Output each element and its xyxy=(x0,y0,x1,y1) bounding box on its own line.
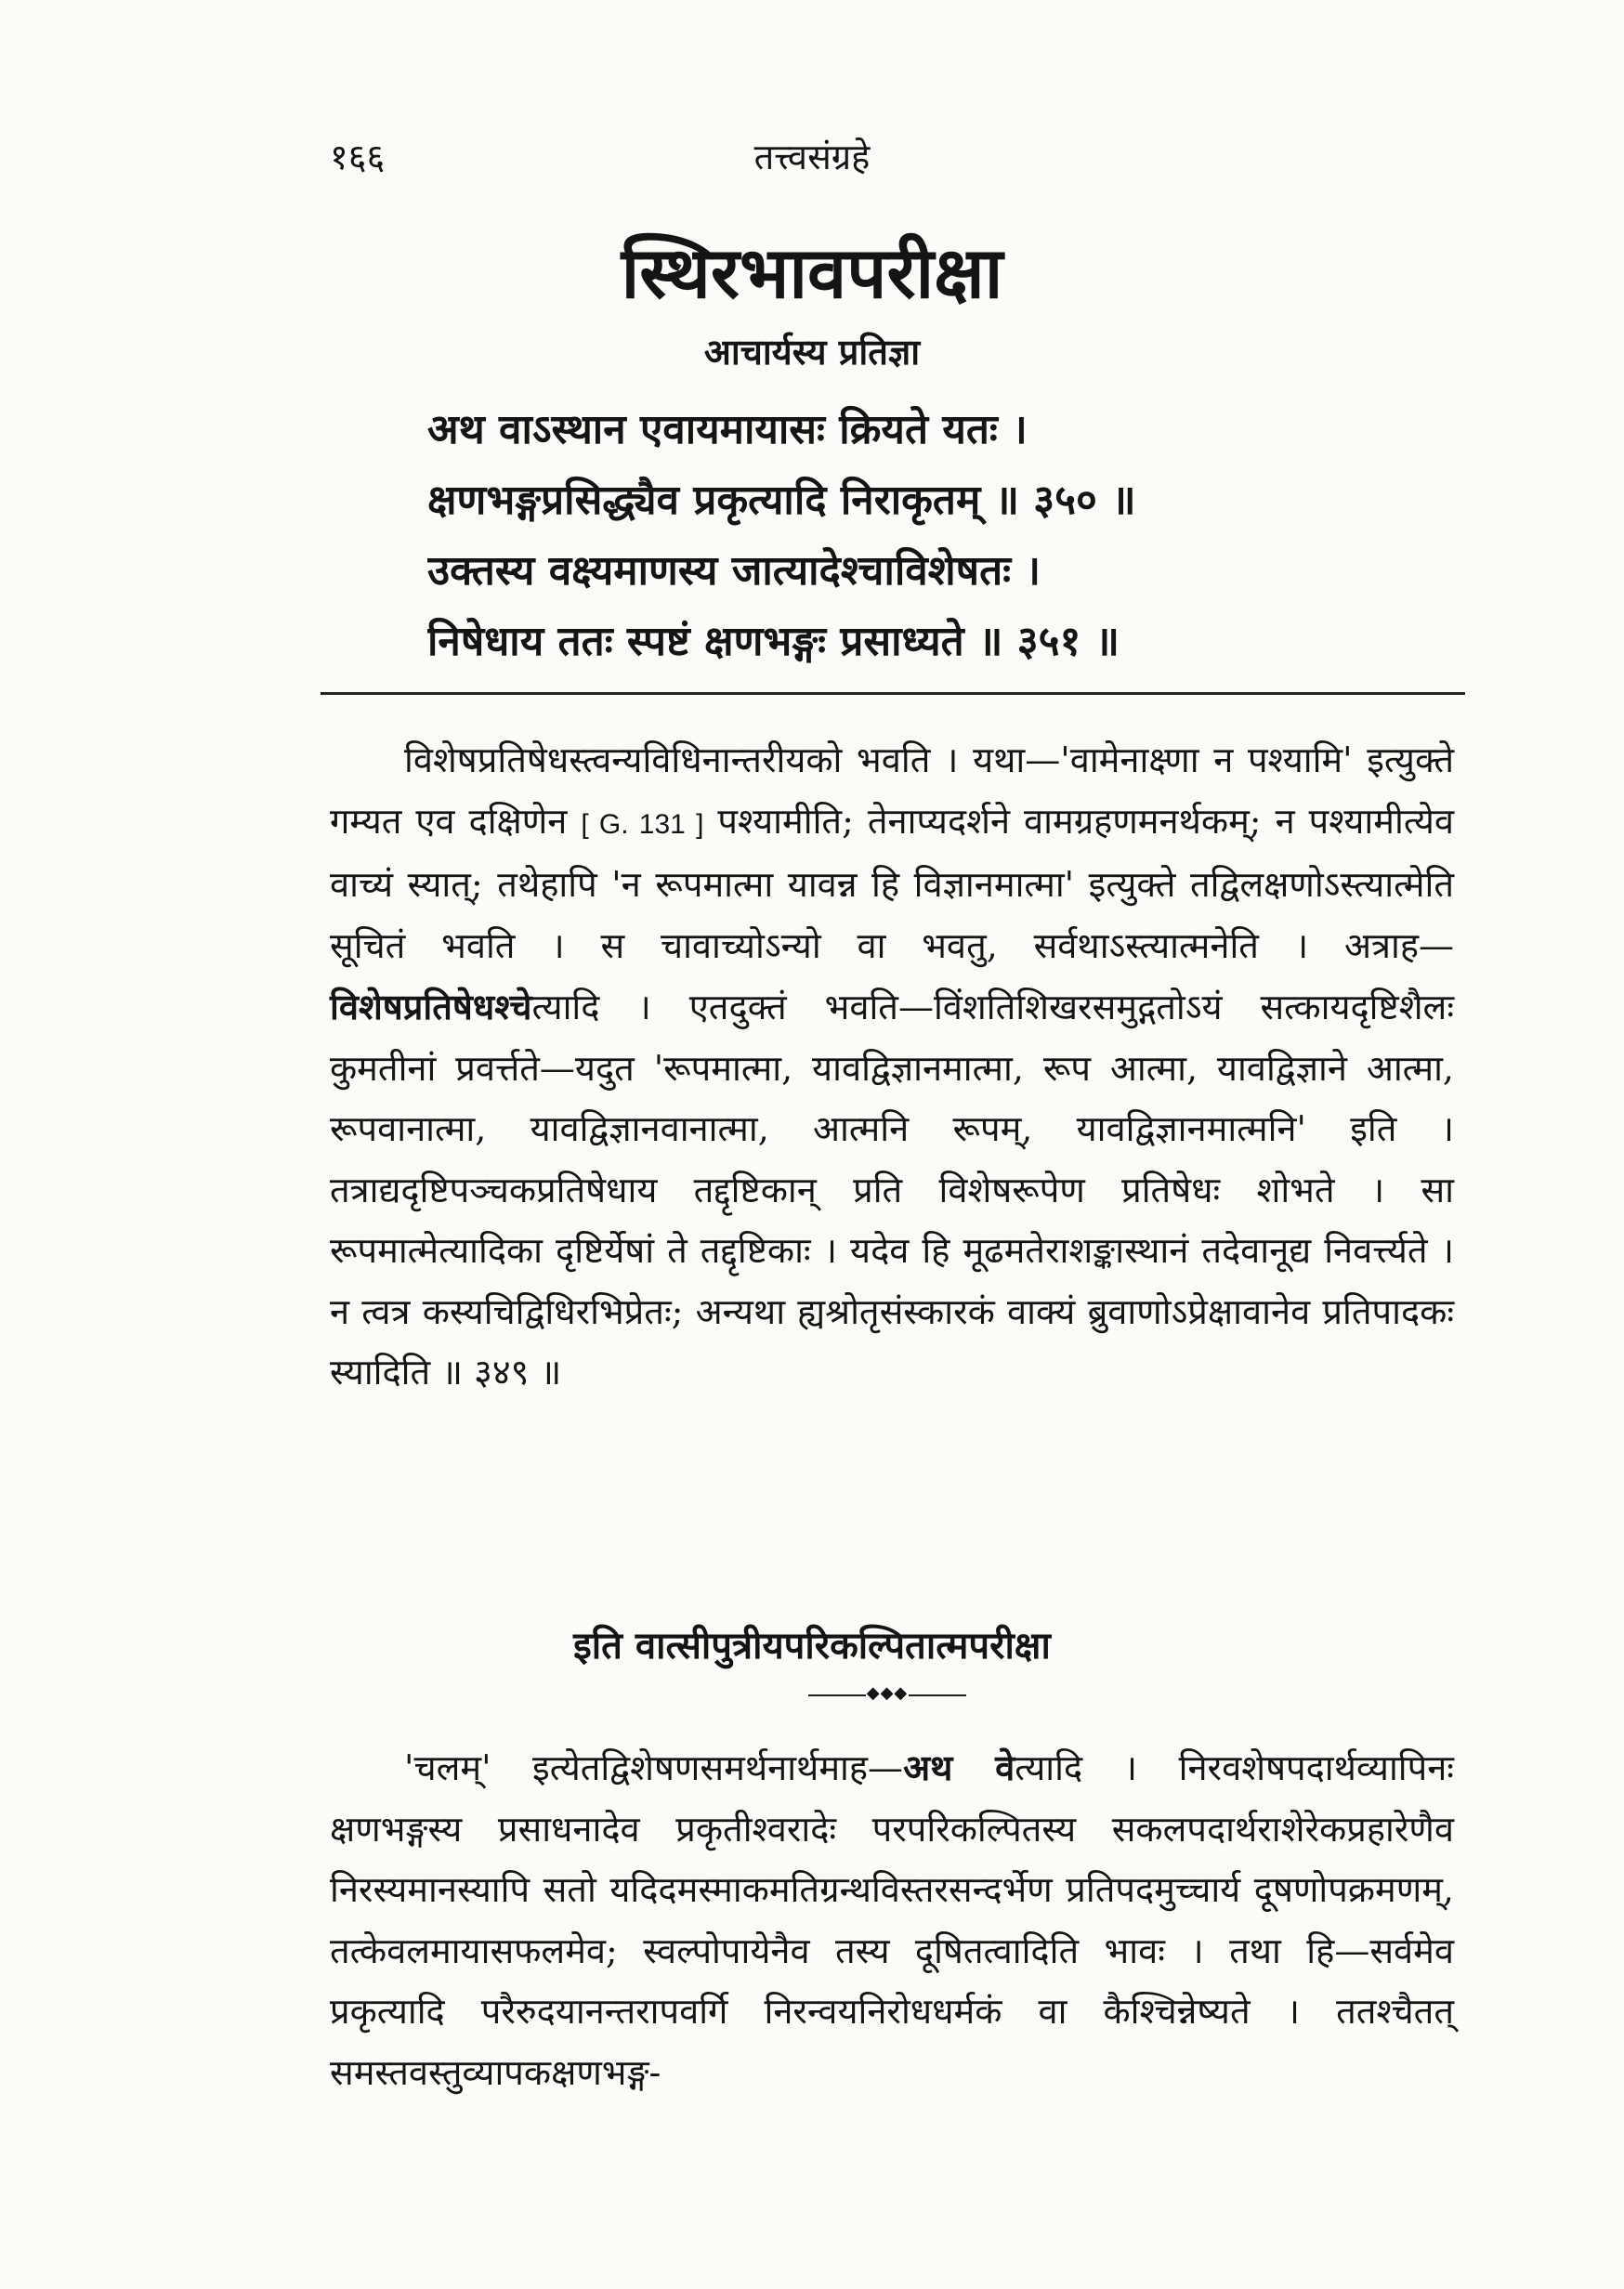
ornament-bar-left xyxy=(808,1694,866,1696)
commentary-second xyxy=(330,1737,1454,2103)
verse-line: अथ वाऽस्थान एवायमायासः क्रियते यतः । xyxy=(427,406,1028,453)
commentary-text: विशेषप्रतिषेधस्त्वन्यविधिनान्तरीयको भवति । यथा—'वामेनाक्ष्णा न पश्यामि' इत्युक्ते गम्यत एव दक्षिणेन xyxy=(330,739,1454,842)
quoted-term: अथ वे xyxy=(903,1746,1015,1788)
ornament-divider xyxy=(808,1683,966,1703)
colophon: इति वात्सीपुत्रीयपरिकल्पितात्मपरीक्षा xyxy=(573,1624,1051,1668)
commentary-text: त्यादि । निरवशेषपदार्थव्यापिनः क्षणभङ्गस्य प्रसाधनादेव प्रकृतीश्वरादेः परपरिकल्पितस्य सकलपदार्थराशेरेकप्रहारेणैव निरस्यमानस्यापि सतो यदिदमस्माकमतिग्रन्थविस्तरसन्दर्भेण प्रतिपदमुच्चार्य दूषणोपक्रमणम्, तत्केवलमायासफलमेव; स्वल्पोपायेनैव तस्य दूषितत्वादिति भावः । तथा हि—सर्वमेव प्रकृत्यादि परैरुदयानन्तरापवर्गि निरन्वयनिरोधधर्मकं वा कैश्चिन्नेष्यते । ततश्चैतत् समस्तवस्तुव्यापकक्षणभङ्ग- xyxy=(330,1747,1454,2093)
running-title: तत्त्वसंग्रहे xyxy=(753,137,871,177)
page-header xyxy=(0,132,1624,178)
commentary-paragraph xyxy=(330,730,1454,1404)
page-number: १६६ xyxy=(330,137,386,177)
section-title: स्थिरभावपरीक्षा xyxy=(621,231,1003,314)
horizontal-rule xyxy=(321,692,1465,695)
folio-reference: [ G. 131 ] xyxy=(581,808,704,840)
section-subheading: आचार्यस्य प्रतिज्ञा xyxy=(703,331,921,373)
ornament-dots-icon: ◆◆◆ xyxy=(866,1683,909,1703)
ornament-bar-right xyxy=(909,1694,966,1696)
verse-line: निषेधाय ततः स्पष्टं क्षणभङ्गः प्रसाध्यते ॥ ३५१ ॥ xyxy=(427,618,1120,665)
quoted-term: विशेषप्रतिषेधश्चे xyxy=(330,986,532,1027)
commentary-text: त्यादि । एतदुक्तं भवति—विंशतिशिखरसमुद्गतोऽयं सत्कायदृष्टिशैलः कुमतीनां प्रवर्त्तते—यदुत 'रूपमात्मा, यावद्विज्ञानमात्मा, रूप आत्मा, यावद्विज्ञाने आत्मा, रूपवानात्मा, यावद्विज्ञानवानात्मा, आत्मनि रूपम्, यावद्विज्ञानमात्मनि' इति । तत्राद्यदृष्टिपञ्चकप्रतिषेधाय तद्दृष्टिकान् प्रति विशेषरूपेण प्रतिषेधः शोभते । सा रूपमात्मेत्यादिका दृष्टिर्येषां ते तद्दृष्टिकाः । यदेव हि मूढमतेराशङ्कास्थानं तदेवानूद्य निवर्त्त्यते । न त्वत्र कस्यचिद्विधिरभिप्रेतः; अन्यथा ह्यश्रोतृसंस्कारकं वाक्यं ब्रुवाणोऽप्रेक्षावानेव प्रतिपादकः स्यादिति ॥ ३४९ ॥ xyxy=(330,987,1454,1393)
verse-block xyxy=(427,395,1449,677)
commentary-paragraph xyxy=(330,1737,1454,2103)
commentary-text: 'चलम्' इत्येतद्विशेषणसमर्थनार्थमाह— xyxy=(404,1747,904,1788)
verse-line: उक्तस्य वक्ष्यमाणस्य जात्यादेश्चाविशेषतः । xyxy=(427,547,1041,595)
commentary-text: पश्यामीति; तेनाप्यदर्शने वामग्रहणमनर्थकम्; न पश्यामीत्येव वाच्यं स्यात्; तथेहापि 'न रूपमात्मा यावन्न हि विज्ञानमात्मा' इत्युक्ते तद्विलक्षणोऽस्त्यात्मेति सूचितं भवति । स चावाच्योऽन्यो वा भवतु, सर्वथाऽस्त्यात्मनेति । अत्राह— xyxy=(330,800,1455,966)
commentary-first xyxy=(330,730,1454,1404)
verse-line: क्षणभङ्गप्रसिद्ध्यैव प्रकृत्यादि निराकृतम् ॥ ३५० ॥ xyxy=(427,477,1136,524)
